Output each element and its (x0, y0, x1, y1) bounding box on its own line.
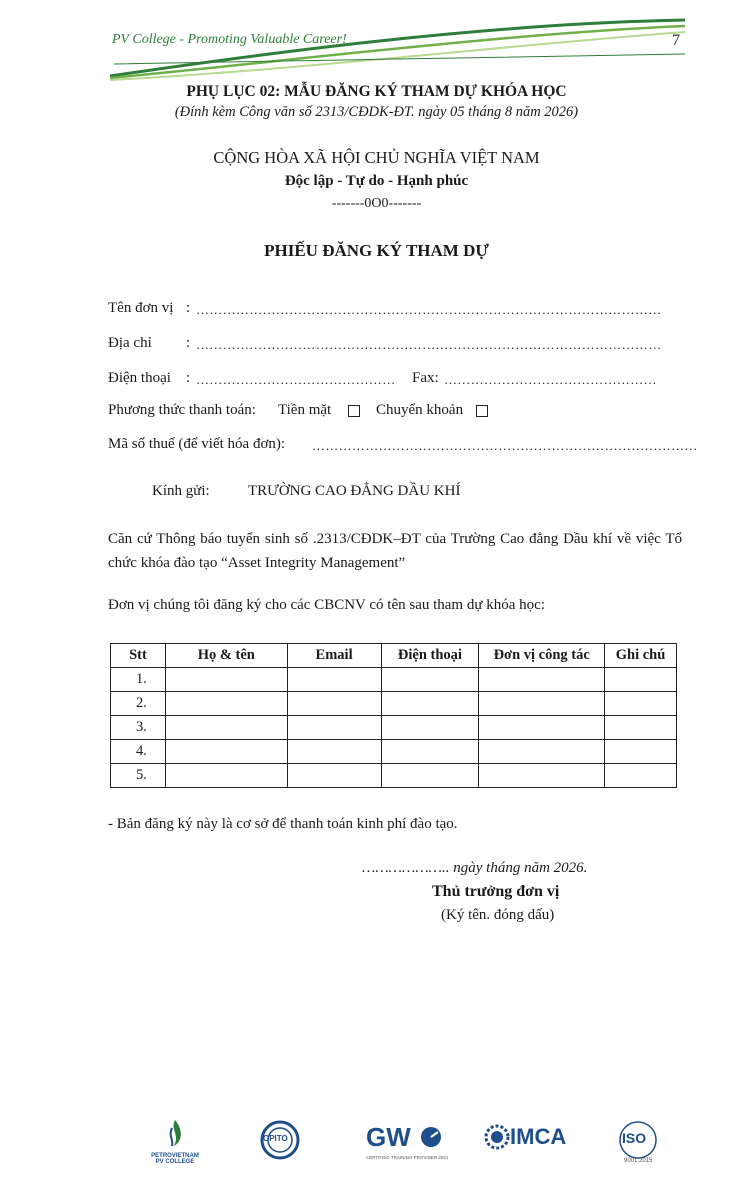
col-header-phone: Điện thoại (381, 644, 479, 668)
fax-input[interactable]: ………………………………………… (444, 372, 657, 387)
table-row (111, 668, 677, 692)
payment-cash-checkbox[interactable] (348, 405, 360, 417)
row-number: 4. (111, 740, 166, 764)
payment-note: - Bản đăng ký này là cơ sở để thanh toán kinh phí đào tạo. (108, 816, 458, 832)
cell-phone[interactable] (381, 668, 479, 692)
cell-unit[interactable] (479, 740, 605, 764)
col-header-stt: Stt (111, 644, 166, 668)
cell-email[interactable] (287, 668, 381, 692)
signature-note: (Ký tên. đóng dấu) (441, 907, 555, 923)
form-title: PHIẾU ĐĂNG KÝ THAM DỰ (264, 241, 489, 260)
col-header-email: Email (287, 644, 381, 668)
appendix-subtitle: (Đính kèm Công văn số 2313/CĐDK-ĐT. ngày 05 tháng 8 năm 2026) (174, 104, 579, 120)
cell-name[interactable] (165, 692, 287, 716)
address-input[interactable]: …………………………………………………………………………………………… (196, 337, 662, 352)
col-header-name: Họ & tên (165, 644, 287, 668)
fax-label: Fax: (412, 370, 439, 386)
separator: -------0O0------- (331, 196, 422, 211)
nation-name: CỘNG HÒA XÃ HỘI CHỦ NGHĨA VIỆT NAM (213, 148, 540, 167)
page-number: 7 (672, 32, 680, 49)
date-line: ……………….. ngày tháng năm 2026. (362, 860, 588, 876)
cell-phone[interactable] (381, 692, 479, 716)
address-label: Địa chỉ (108, 335, 152, 351)
notice-paragraph: Căn cứ Thông báo tuyển sinh số .2313/CĐDK–ĐT của Trường Cao đẳng Dầu khí về việc Tổ chức khóa đào tạo “Asset Integrity Management” (108, 531, 682, 571)
opito-text: OPITO (263, 1134, 288, 1143)
cell-name[interactable] (165, 668, 287, 692)
cell-email[interactable] (287, 692, 381, 716)
cell-name[interactable] (165, 740, 287, 764)
cell-phone[interactable] (381, 740, 479, 764)
gwo-text: GW (366, 1122, 411, 1152)
cell-unit[interactable] (479, 716, 605, 740)
cell-phone[interactable] (381, 764, 479, 788)
row-number: 2. (111, 692, 166, 716)
petrovietnam-text: PETROVIETNAM (151, 1153, 199, 1159)
header-tagline: PV College - Promoting Valuable Career! (112, 32, 347, 47)
col-header-note: Ghi chú (605, 644, 677, 668)
cell-name[interactable] (165, 764, 287, 788)
petrovietnam-logo (150, 1118, 200, 1168)
cell-name[interactable] (165, 716, 287, 740)
payment-transfer-checkbox[interactable] (476, 405, 488, 417)
cell-note[interactable] (605, 740, 677, 764)
unit-field: Tên đơn vị : …………………………………………………………………………………………… (108, 300, 662, 317)
payment-cash-label: Tiền mặt (278, 402, 332, 418)
table-row (111, 692, 677, 716)
cell-unit[interactable] (479, 668, 605, 692)
row-number: 5. (111, 764, 166, 788)
pvcollege-text: PV COLLEGE (155, 1159, 195, 1165)
tax-input[interactable]: …………………………………………………………………………… (312, 438, 698, 453)
cell-email[interactable] (287, 740, 381, 764)
table-row (111, 716, 677, 740)
table-row (111, 740, 677, 764)
row-number: 3. (111, 716, 166, 740)
gwo-circle-icon (420, 1126, 442, 1148)
iso-text: ISO (622, 1130, 647, 1146)
table-header-row (111, 644, 677, 668)
signer-title: Thủ trưởng đơn vị (432, 883, 560, 900)
tax-label: Mã số thuế (để viết hóa đơn): (108, 436, 286, 452)
cell-email[interactable] (287, 716, 381, 740)
gwo-logo (366, 1122, 449, 1166)
payment-field (108, 402, 464, 419)
cell-note[interactable] (605, 764, 677, 788)
iso-logo (618, 1120, 662, 1166)
payment-label: Phương thức thanh toán: (108, 402, 256, 418)
flame-icon (150, 1118, 200, 1148)
registration-table (110, 643, 677, 788)
col-header-unit: Đơn vị công tác (479, 644, 605, 668)
gwo-subtext: CERTIFIED TRAINING PROVIDER 2021 (366, 1155, 449, 1160)
phone-label: Điện thoại (108, 370, 171, 386)
registration-paragraph: Đơn vị chúng tôi đăng ký cho các CBCNV có tên sau tham dự khóa học: (108, 597, 545, 613)
table-row (111, 764, 677, 788)
imca-text: IMCA (510, 1124, 567, 1149)
cell-email[interactable] (287, 764, 381, 788)
row-number: 1. (111, 668, 166, 692)
cell-note[interactable] (605, 692, 677, 716)
cell-unit[interactable] (479, 764, 605, 788)
nation-motto: Độc lập - Tự do - Hạnh phúc (284, 173, 469, 189)
imca-globe-icon (484, 1124, 510, 1150)
payment-transfer-label: Chuyển khoản (376, 402, 464, 418)
tax-field (108, 436, 698, 453)
appendix-title: PHỤ LỤC 02: MẪU ĐĂNG KÝ THAM DỰ KHÓA HỌC (186, 83, 567, 100)
imca-logo (484, 1122, 570, 1156)
phone-field: Điện thoại : ……………………………………… Fax: ………………………………………… (108, 370, 657, 387)
phone-input[interactable]: ……………………………………… (196, 372, 396, 387)
header-swoosh (100, 14, 690, 84)
recipient-name: TRƯỜNG CAO ĐẲNG DẦU KHÍ (248, 483, 461, 499)
cell-phone[interactable] (381, 716, 479, 740)
recipient-label: Kính gửi: (152, 483, 210, 499)
address-field: Địa chỉ : …………………………………………………………………………………………… (108, 335, 662, 352)
iso-subtext: 9001:2015 (624, 1158, 653, 1164)
unit-label: Tên đơn vị (108, 300, 174, 316)
cell-unit[interactable] (479, 692, 605, 716)
cell-note[interactable] (605, 668, 677, 692)
unit-input[interactable]: …………………………………………………………………………………………… (196, 302, 662, 317)
opito-logo (260, 1120, 300, 1160)
cell-note[interactable] (605, 716, 677, 740)
